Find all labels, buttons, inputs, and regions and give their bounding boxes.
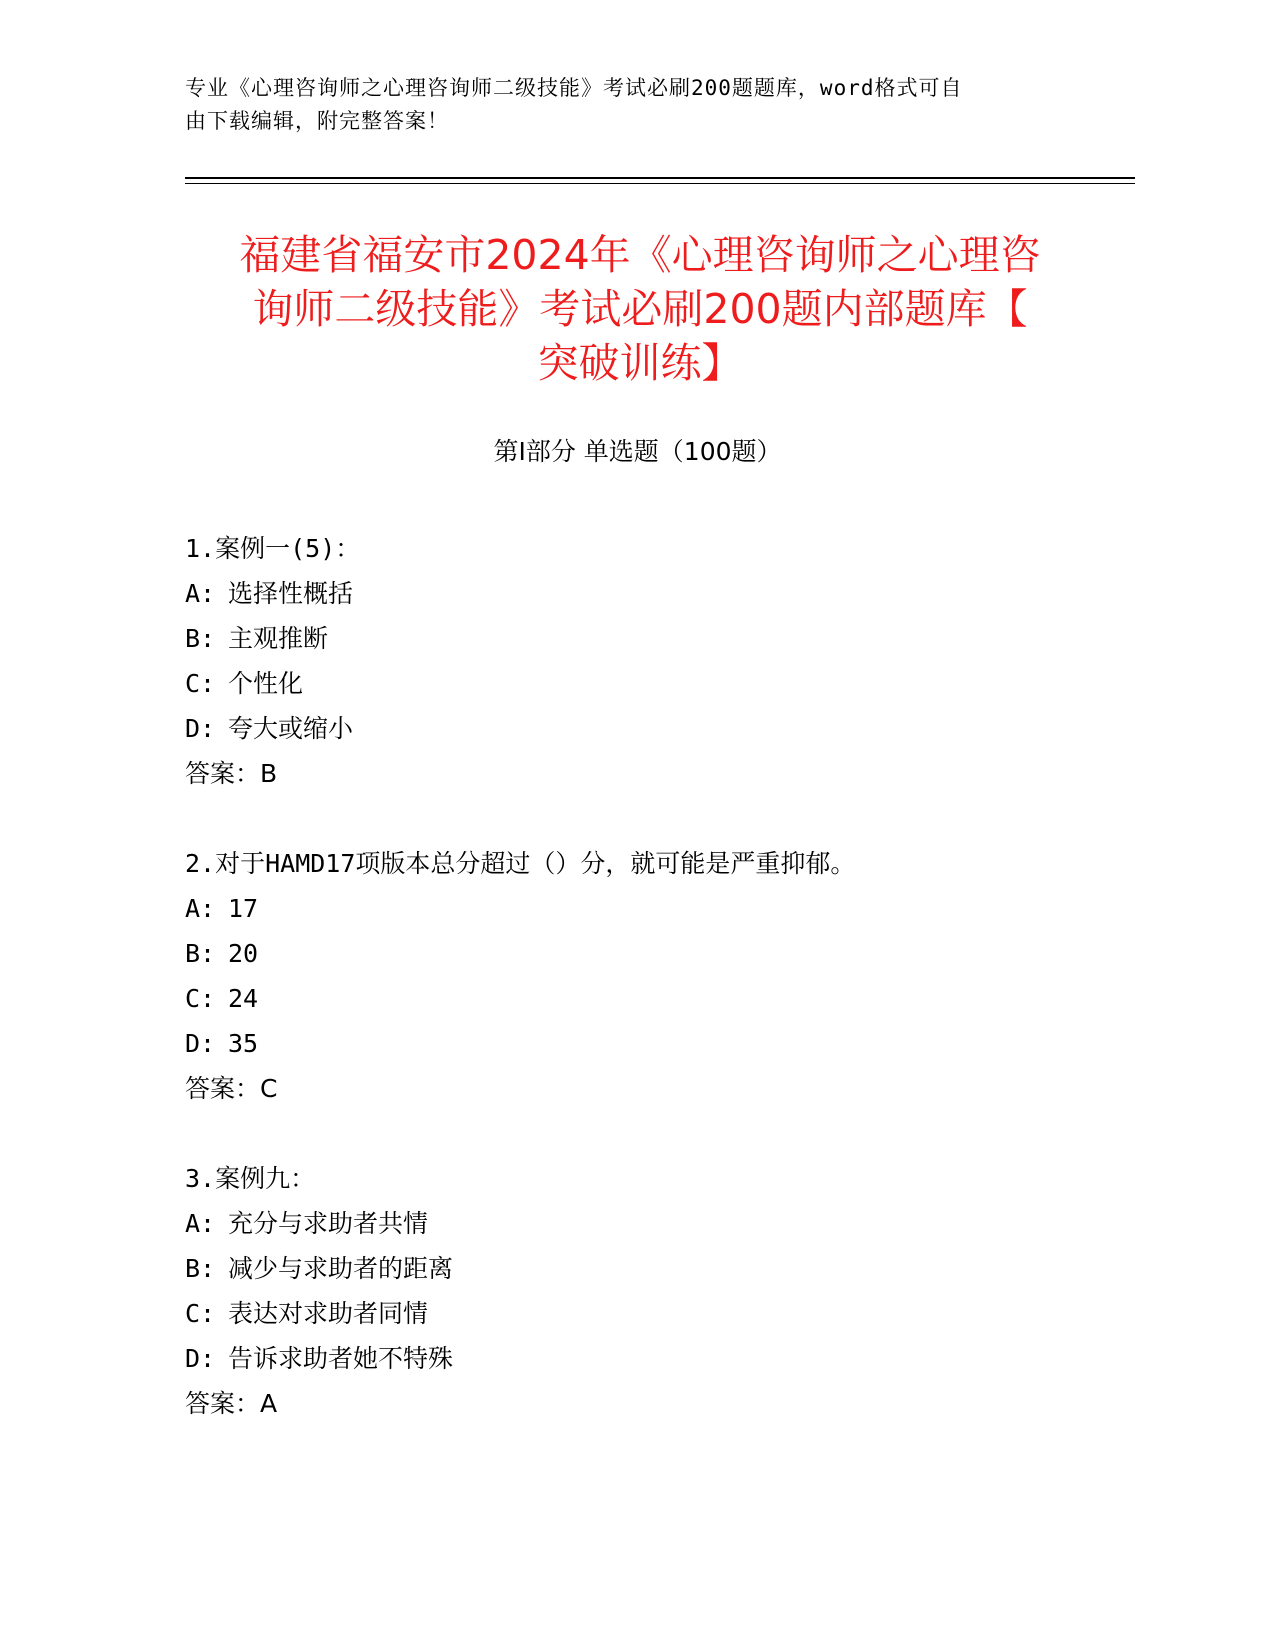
question-item: [185, 526, 1135, 796]
option-label: B:: [185, 939, 216, 968]
intro-line-1: 专业《心理咨询师之心理咨询师二级技能》考试必刷200题题库，word格式可自: [185, 76, 963, 100]
option-label: B:: [185, 1254, 216, 1283]
option-text: 表达对求助者同情: [228, 1299, 429, 1328]
option-c: [185, 976, 1135, 1021]
option-text: 选择性概括: [228, 579, 354, 608]
title-line-3: 突破训练】: [537, 339, 743, 387]
option-text: 充分与求助者共情: [228, 1209, 429, 1238]
option-b: [185, 616, 1135, 661]
option-label: A:: [185, 579, 216, 608]
option-d: [185, 1336, 1135, 1381]
option-text: 告诉求助者她不特殊: [228, 1344, 454, 1373]
header-divider-thin: [185, 183, 1135, 184]
option-d: [185, 706, 1135, 751]
question-stem: 3.案例九：: [185, 1164, 316, 1193]
option-label: A:: [185, 894, 216, 923]
answer-line: 答案：A: [185, 1389, 278, 1418]
option-label: C:: [185, 669, 216, 698]
question-item: [185, 841, 1135, 1111]
option-d: [185, 1021, 1135, 1066]
option-text: 20: [228, 939, 259, 968]
option-a: [185, 1201, 1135, 1246]
title-line-1: 福建省福安市2024年《心理咨询师之心理咨: [239, 231, 1041, 279]
option-a: [185, 886, 1135, 931]
option-label: A:: [185, 1209, 216, 1238]
answer-line: 答案：C: [185, 1074, 278, 1103]
question-list: [185, 526, 1135, 1471]
option-label: C:: [185, 1299, 216, 1328]
option-label: D:: [185, 1344, 216, 1373]
option-text: 24: [228, 984, 259, 1013]
option-label: D:: [185, 1029, 216, 1058]
question-stem: 1.案例一(5)：: [185, 534, 361, 563]
question-stem: 2.对于HAMD17项版本总分超过（）分，就可能是严重抑郁。: [185, 849, 856, 878]
option-b: [185, 931, 1135, 976]
option-label: B:: [185, 624, 216, 653]
option-b: [185, 1246, 1135, 1291]
option-label: C:: [185, 984, 216, 1013]
option-text: 减少与求助者的距离: [228, 1254, 454, 1283]
title-line-2: 询师二级技能》考试必刷200题内部题库【: [252, 285, 1028, 333]
option-a: [185, 571, 1135, 616]
option-label: D:: [185, 714, 216, 743]
document-title: [170, 228, 1110, 390]
option-text: 17: [228, 894, 259, 923]
question-item: [185, 1156, 1135, 1426]
option-text: 个性化: [228, 669, 304, 698]
option-text: 夸大或缩小: [228, 714, 354, 743]
option-c: [185, 1291, 1135, 1336]
intro-line-2: 由下载编辑，附完整答案！: [185, 109, 449, 133]
option-text: 主观推断: [228, 624, 329, 653]
answer-line: 答案：B: [185, 759, 278, 788]
option-text: 35: [228, 1029, 259, 1058]
section-heading: 第Ⅰ部分 单选题（100题）: [493, 437, 782, 466]
header-divider-thick: [185, 177, 1135, 179]
intro-text: [185, 72, 1065, 138]
option-c: [185, 661, 1135, 706]
